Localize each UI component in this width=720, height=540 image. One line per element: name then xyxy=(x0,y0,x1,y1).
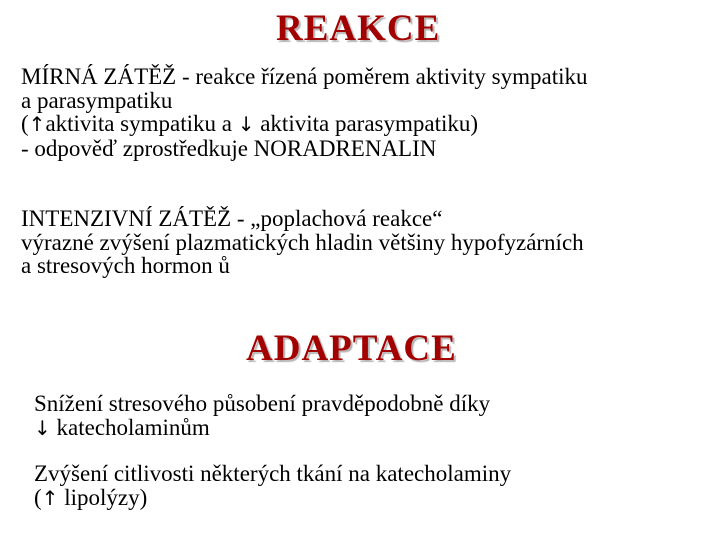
intense-stress-line-2: výrazné zvýšení plazmatických hladin většiny hypofyzárních xyxy=(21,229,584,255)
intense-stress-line-3: a stresových hormon ů xyxy=(21,253,230,278)
up-arrow-icon: ↑ xyxy=(41,485,59,510)
adaptace-heading: ADAPTACE xyxy=(246,328,457,369)
sympathetic-activity-text: aktivita sympatiku a xyxy=(45,111,238,136)
sensitivity-line-2 xyxy=(34,486,511,511)
open-paren: ( xyxy=(34,484,42,510)
open-paren: ( xyxy=(21,111,29,136)
catecholamines-text: katecholaminům xyxy=(50,414,210,440)
sensitivity-line-1: Zvýšení citlivosti některých tkání na katecholaminy xyxy=(34,461,512,486)
sensitivity-paragraph xyxy=(34,462,511,510)
down-arrow-icon: ↓ xyxy=(237,112,255,136)
reakce-heading: REAKCE xyxy=(276,8,441,49)
mild-stress-line-4: - odpověď zprostředkuje NORADRENALIN xyxy=(21,135,437,161)
reduction-line-2 xyxy=(34,416,490,441)
reduction-line-1: Snížení stresového působení pravděpodobně díky xyxy=(34,391,491,416)
mild-stress-line-2: a parasympatiku xyxy=(21,87,173,113)
intense-stress-paragraph xyxy=(21,207,584,278)
mild-stress-paragraph xyxy=(21,65,588,160)
mild-stress-line-1: MÍRNÁ ZÁTĚŽ - reakce řízená poměrem aktivity sympatiku xyxy=(21,64,588,89)
parasympathetic-activity-text: aktivita parasympatiku) xyxy=(254,111,479,136)
lipolysis-text: lipolýzy) xyxy=(58,484,148,510)
down-arrow-icon: ↓ xyxy=(34,415,51,440)
reduction-paragraph xyxy=(34,392,490,440)
mild-stress-line-3 xyxy=(21,112,588,137)
up-arrow-icon: ↑ xyxy=(28,112,46,136)
intense-stress-line-1: INTENZIVNÍ ZÁTĚŽ - „poplachová reakce“ xyxy=(21,206,443,231)
